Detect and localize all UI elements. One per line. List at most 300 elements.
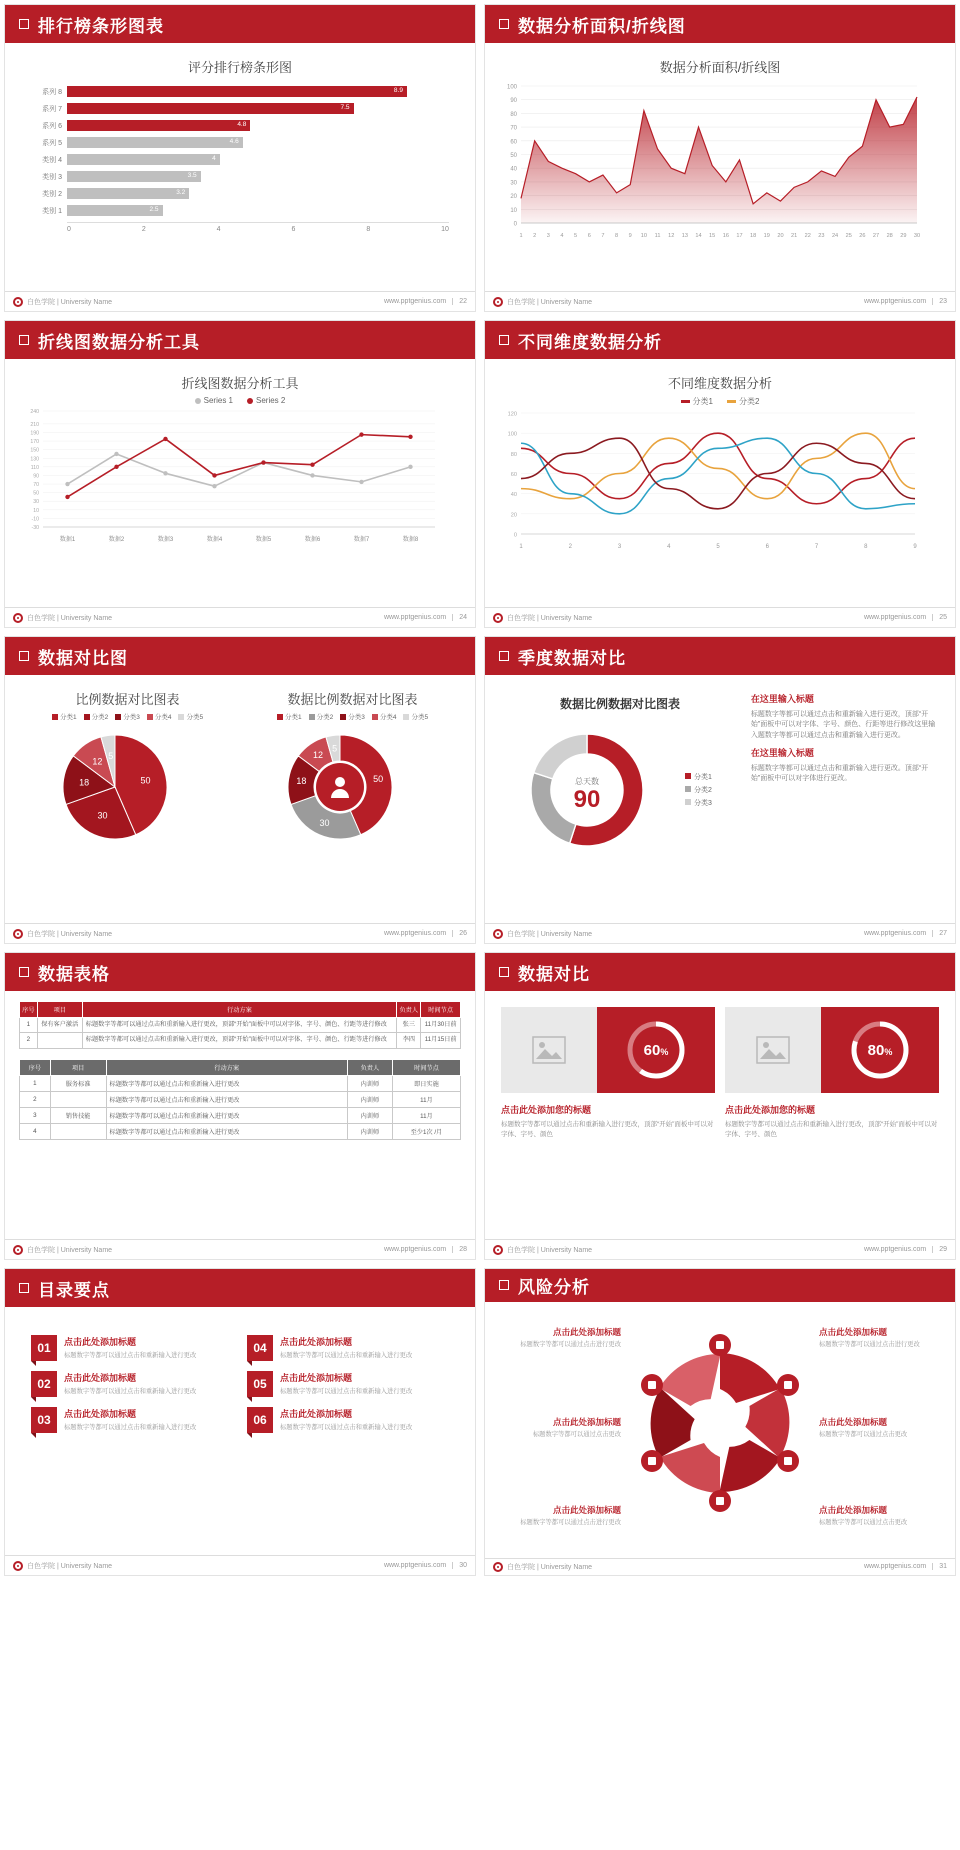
svg-text:50: 50 <box>373 774 384 785</box>
table-header-cell: 行动方案 <box>106 1059 347 1075</box>
donut-legend <box>685 772 712 811</box>
axis-tick: 8 <box>366 226 371 233</box>
image-placeholder-icon <box>725 1007 821 1093</box>
bar-track <box>67 120 449 131</box>
slide-title: 风险分析 <box>518 1277 590 1297</box>
slide-header <box>485 1269 955 1302</box>
table-cell: 内训师 <box>347 1091 392 1107</box>
slide-risk <box>484 1268 956 1576</box>
svg-text:18: 18 <box>79 777 90 788</box>
bar-row <box>25 186 449 201</box>
footer-site: www.pptgenius.com <box>383 930 447 937</box>
svg-text:28: 28 <box>886 233 893 239</box>
bar-fill <box>67 86 407 97</box>
page-number: 24 <box>452 614 467 621</box>
compare-card <box>725 1007 939 1093</box>
bar-value: 2.5 <box>149 206 159 213</box>
catalog-title: 点击此处添加标题 <box>64 1373 137 1383</box>
table-cell: 2 <box>20 1091 51 1107</box>
catalog-item[interactable] <box>31 1335 233 1361</box>
pie-panel-left <box>15 681 240 923</box>
percent-value: 60 <box>643 1042 661 1059</box>
svg-text:50: 50 <box>510 153 517 159</box>
square-icon <box>499 967 509 977</box>
page-number: 30 <box>452 1562 467 1569</box>
bar-label: 系列 5 <box>42 139 62 147</box>
risk-title: 点击此处添加标题 <box>819 1504 888 1515</box>
risk-body: 标题数字等都可以通过点击进行更改 <box>819 1341 920 1349</box>
svg-text:14: 14 <box>695 233 702 239</box>
catalog-item[interactable] <box>247 1407 449 1433</box>
bar-row <box>25 169 449 184</box>
slide-header <box>5 5 475 43</box>
catalog-item[interactable] <box>247 1371 449 1397</box>
page-number: 29 <box>932 1246 947 1253</box>
risk-title: 点击此处添加标题 <box>552 1326 621 1337</box>
svg-text:0: 0 <box>513 532 517 539</box>
legend-item: 分类3 <box>340 712 365 721</box>
line-chart <box>15 407 465 547</box>
legend-item: 分类1 <box>52 712 77 721</box>
table-cell: 内训师 <box>347 1075 392 1091</box>
footer-org: 白色学院 | University Name <box>507 614 593 622</box>
slide-multi-dim <box>484 320 956 628</box>
legend-item-cat2: 分类2 <box>727 396 759 407</box>
bar-row <box>25 203 449 218</box>
square-icon <box>19 19 29 29</box>
footer-org: 白色学院 | University Name <box>507 930 593 938</box>
logo-icon <box>13 297 23 307</box>
svg-text:23: 23 <box>818 233 825 239</box>
chart-title: 数据比例数据对比图表 <box>287 692 418 707</box>
table-header-cell: 序号 <box>20 1002 38 1018</box>
axis-tick: 4 <box>216 226 221 233</box>
table-row <box>20 1033 461 1048</box>
svg-text:数据6: 数据6 <box>304 537 321 543</box>
slide-catalog <box>4 1268 476 1576</box>
logo-icon <box>13 1245 23 1255</box>
slide-body <box>485 43 955 291</box>
svg-text:数据4: 数据4 <box>206 537 223 543</box>
footer-site: www.pptgenius.com <box>383 1246 447 1253</box>
table-cell: 1 <box>20 1018 38 1033</box>
risk-item <box>819 1416 939 1440</box>
svg-text:24: 24 <box>831 233 839 239</box>
bar-fill <box>67 188 189 199</box>
table-cell: 11月30日前 <box>421 1018 461 1033</box>
svg-text:12: 12 <box>312 749 323 760</box>
chart-title: 比例数据对比图表 <box>75 692 180 707</box>
catalog-title: 点击此处添加标题 <box>280 1373 353 1383</box>
catalog-body: 标题数字等都可以通过点击和重新输入进行更改 <box>64 1352 197 1359</box>
percent-suffix: % <box>660 1047 669 1057</box>
risk-body: 标题数字等都可以通过点击进行更改 <box>520 1341 621 1349</box>
page-number: 23 <box>932 298 947 305</box>
compare-title: 点击此处添加您的标题 <box>501 1105 592 1115</box>
pie-panel-right <box>240 681 465 923</box>
bar-track <box>67 103 449 114</box>
table-cell: 至少1次 /月 <box>392 1123 460 1139</box>
slide-data-contrast <box>484 952 956 1260</box>
risk-body: 标题数字等都可以通过点击进行更改 <box>520 1519 621 1527</box>
svg-text:27: 27 <box>872 233 880 239</box>
table-cell: 标题数字等都可以通过点击和重新输入进行更改 <box>106 1123 347 1139</box>
slide-title: 排行榜条形图表 <box>38 16 164 36</box>
catalog-title: 点击此处添加标题 <box>64 1409 137 1419</box>
footer-site: www.pptgenius.com <box>383 298 447 305</box>
bar-fill <box>67 171 201 182</box>
data-table-1 <box>19 1001 461 1049</box>
svg-text:总天数: 总天数 <box>575 777 599 786</box>
svg-text:40: 40 <box>510 492 517 499</box>
table-cell: 标题数字等都可以通过点击和重新输入进行更改，顶部“开始”面板中可以对字体、字号、颜色、行距等进行修改 <box>82 1018 396 1033</box>
table-cell: 内训师 <box>347 1107 392 1123</box>
slide-title: 目录要点 <box>38 1280 110 1300</box>
slide-title: 不同维度数据分析 <box>518 332 662 352</box>
bar-label: 系列 6 <box>42 122 62 130</box>
chart-legend <box>495 396 945 407</box>
table-header-cell: 项目 <box>50 1059 106 1075</box>
slide-footer <box>485 923 955 943</box>
slide-footer <box>5 1555 475 1575</box>
footer-org: 白色学院 | University Name <box>507 1246 593 1254</box>
catalog-grid <box>15 1313 465 1433</box>
svg-text:110: 110 <box>30 464 39 471</box>
bar-value: 8.9 <box>393 87 403 94</box>
risk-body: 标题数字等都可以通过点击更改 <box>819 1519 908 1527</box>
svg-text:6: 6 <box>587 233 591 239</box>
svg-text:6: 6 <box>765 544 769 550</box>
page-number: 22 <box>452 298 467 305</box>
compare-card <box>501 1007 715 1093</box>
slide-title: 数据对比 <box>518 964 590 984</box>
risk-title: 点击此处添加标题 <box>552 1416 621 1427</box>
logo-icon <box>13 613 23 623</box>
svg-text:29: 29 <box>900 233 907 239</box>
svg-text:90: 90 <box>33 473 39 480</box>
slide-body <box>485 991 955 1239</box>
footer-site: www.pptgenius.com <box>863 1246 927 1253</box>
catalog-body: 标题数字等都可以通过点击和重新输入进行更改 <box>64 1424 197 1431</box>
svg-text:5: 5 <box>574 233 578 239</box>
slide-body <box>485 359 955 607</box>
footer-site: www.pptgenius.com <box>863 614 927 621</box>
bar-value: 7.5 <box>340 104 350 111</box>
table-cell: 标题数字等都可以通过点击和重新输入进行更改 <box>106 1075 347 1091</box>
svg-text:5: 5 <box>108 751 114 762</box>
slide-header <box>5 321 475 359</box>
axis-tick: 2 <box>141 226 146 233</box>
svg-text:8: 8 <box>864 544 868 550</box>
chart-legend <box>15 396 465 405</box>
table-cell: 标题数字等都可以通过点击和重新输入进行更改，顶部“开始”面板中可以对字体、字号、颜色、行距等进行修改 <box>82 1033 396 1048</box>
area-chart-svg <box>495 80 925 245</box>
donut-chart <box>240 725 465 855</box>
svg-text:22: 22 <box>804 233 811 239</box>
footer-org: 白色学院 | University Name <box>507 1563 593 1571</box>
bar-fill <box>67 154 220 165</box>
svg-text:130: 130 <box>30 456 39 463</box>
pie-chart <box>15 725 240 855</box>
bar-fill <box>67 120 250 131</box>
svg-text:30: 30 <box>319 817 330 828</box>
svg-text:190: 190 <box>30 430 39 437</box>
legend-item: 分类2 <box>685 785 712 795</box>
slide-footer <box>5 923 475 943</box>
slide-quarter-compare <box>484 636 956 944</box>
svg-text:17: 17 <box>736 233 743 239</box>
svg-text:7: 7 <box>814 544 819 550</box>
donut-svg <box>240 725 440 855</box>
table-cell: 服务标准 <box>50 1075 106 1091</box>
svg-text:数据8: 数据8 <box>402 537 419 543</box>
legend-item: 分类1 <box>685 772 712 782</box>
svg-text:26: 26 <box>859 233 866 239</box>
svg-text:5: 5 <box>332 743 338 754</box>
table-cell: 4 <box>20 1123 51 1139</box>
svg-text:1: 1 <box>519 544 523 550</box>
svg-text:9: 9 <box>913 544 917 550</box>
svg-text:数据2: 数据2 <box>108 537 125 543</box>
line-chart-svg <box>15 407 445 547</box>
footer-org: 白色学院 | University Name <box>27 930 113 938</box>
chart-title: 不同维度数据分析 <box>667 376 772 391</box>
percent-ring <box>597 1007 715 1093</box>
catalog-item[interactable] <box>31 1407 233 1433</box>
svg-text:7: 7 <box>601 233 605 239</box>
table-cell: 内训师 <box>347 1123 392 1139</box>
data-table-2 <box>19 1059 461 1140</box>
legend-item: 分类1 <box>277 712 302 721</box>
svg-text:-10: -10 <box>31 516 39 523</box>
bar-row <box>25 135 449 150</box>
slide-header <box>5 1269 475 1307</box>
svg-text:30: 30 <box>913 233 921 239</box>
slide-footer <box>485 1239 955 1259</box>
svg-text:19: 19 <box>763 233 770 239</box>
svg-text:12: 12 <box>92 756 103 767</box>
slide-header <box>485 953 955 991</box>
table-cell <box>50 1091 106 1107</box>
catalog-body: 标题数字等都可以通过点击和重新输入进行更改 <box>280 1424 413 1431</box>
slide-header <box>485 321 955 359</box>
slide-footer <box>5 291 475 311</box>
square-icon <box>19 1283 29 1293</box>
catalog-item[interactable] <box>31 1371 233 1397</box>
svg-text:60% <box>644 1042 669 1059</box>
square-icon <box>499 19 509 29</box>
page-number: 25 <box>932 614 947 621</box>
text-body: 标题数字等都可以通过点击和重新输入进行更改，顶部“开始”面板中可以对字体、字号、颜色、行距等进行修改这里输入题数字等都可以通过点击和重新输入进行更改。 <box>750 710 936 739</box>
legend-item-series2: Series 2 <box>247 396 285 405</box>
legend-item: 分类3 <box>115 712 140 721</box>
logo-icon <box>13 1561 23 1571</box>
catalog-number: 02 <box>31 1371 57 1397</box>
bar-row <box>25 101 449 116</box>
slide-footer <box>485 607 955 627</box>
svg-text:30: 30 <box>97 810 108 821</box>
bar-row <box>25 84 449 99</box>
slide-header <box>485 637 955 675</box>
svg-text:数据1: 数据1 <box>59 537 76 543</box>
table-row <box>20 1091 461 1107</box>
catalog-body: 标题数字等都可以通过点击和重新输入进行更改 <box>280 1388 413 1395</box>
svg-text:25: 25 <box>845 233 852 239</box>
bar-chart <box>15 80 465 233</box>
footer-org: 白色学院 | University Name <box>507 298 593 306</box>
svg-text:20: 20 <box>777 233 784 239</box>
table-header-cell: 行动方案 <box>82 1002 396 1018</box>
table-row <box>20 1107 461 1123</box>
slide-body <box>485 1302 955 1558</box>
svg-text:数据7: 数据7 <box>353 537 370 543</box>
risk-body: 标题数字等都可以通过点击更改 <box>532 1431 621 1439</box>
catalog-number: 05 <box>247 1371 273 1397</box>
slide-title: 数据对比图 <box>38 648 128 668</box>
slide-header <box>5 953 475 991</box>
table-header-cell: 序号 <box>20 1059 51 1075</box>
catalog-body: 标题数字等都可以通过点击和重新输入进行更改 <box>64 1388 197 1395</box>
svg-text:40: 40 <box>510 166 517 173</box>
svg-text:12: 12 <box>668 233 675 239</box>
svg-text:9: 9 <box>628 233 632 239</box>
bar-value: 3.5 <box>187 172 197 179</box>
catalog-title: 点击此处添加标题 <box>280 1337 353 1347</box>
bar-value: 4 <box>212 155 216 162</box>
pie-legend <box>15 712 240 721</box>
svg-text:21: 21 <box>790 233 798 239</box>
square-icon <box>19 967 29 977</box>
risk-body: 标题数字等都可以通过点击更改 <box>819 1431 908 1439</box>
chart-title: 数据比例数据对比图表 <box>559 697 680 711</box>
svg-text:50: 50 <box>33 490 39 497</box>
catalog-item[interactable] <box>247 1335 449 1361</box>
footer-site: www.pptgenius.com <box>383 1562 447 1569</box>
table-cell: 标题数字等都可以通过点击和重新输入进行更改 <box>106 1107 347 1123</box>
bar-label: 类别 2 <box>42 190 62 198</box>
catalog-body: 标题数字等都可以通过点击和重新输入进行更改 <box>280 1352 413 1359</box>
bar-label: 系列 8 <box>42 88 62 96</box>
table-row <box>20 1123 461 1139</box>
square-icon <box>19 335 29 345</box>
svg-text:90: 90 <box>573 786 601 813</box>
svg-text:10: 10 <box>510 207 517 214</box>
svg-text:30: 30 <box>510 180 517 187</box>
bar-track <box>67 137 449 148</box>
catalog-number: 03 <box>31 1407 57 1433</box>
table-cell <box>37 1033 82 1048</box>
slide-body <box>5 675 475 923</box>
bar-track <box>67 205 449 216</box>
bar-track <box>67 154 449 165</box>
svg-text:8: 8 <box>615 233 619 239</box>
svg-text:80: 80 <box>510 451 517 458</box>
risk-item <box>501 1416 621 1440</box>
bar-track <box>67 86 449 97</box>
slide-footer <box>485 291 955 311</box>
slide-data-tables <box>4 952 476 1260</box>
percent-value: 80 <box>867 1042 885 1059</box>
table-cell: 11月 <box>392 1107 460 1123</box>
logo-icon <box>493 297 503 307</box>
square-icon <box>499 1280 509 1290</box>
legend-item-series1: Series 1 <box>195 396 233 405</box>
svg-text:210: 210 <box>30 421 39 428</box>
pie-svg <box>15 725 215 855</box>
risk-item <box>501 1504 621 1528</box>
svg-text:90: 90 <box>510 98 517 105</box>
svg-text:1: 1 <box>519 233 523 239</box>
table-cell: 1 <box>20 1075 51 1091</box>
catalog-number: 04 <box>247 1335 273 1361</box>
legend-item: 分类5 <box>403 712 428 721</box>
svg-text:4: 4 <box>667 544 671 550</box>
logo-icon <box>493 929 503 939</box>
slide-data-compare-pies <box>4 636 476 944</box>
bar-value: 4.8 <box>237 121 247 128</box>
svg-text:数据3: 数据3 <box>157 537 174 543</box>
table-header-cell: 项目 <box>37 1002 82 1018</box>
bar-value: 4.6 <box>229 138 239 145</box>
bar-label: 类别 4 <box>42 156 62 164</box>
risk-item <box>819 1504 939 1528</box>
table-header-cell: 负责人 <box>397 1002 421 1018</box>
svg-text:80: 80 <box>510 111 517 118</box>
svg-text:11: 11 <box>654 233 661 239</box>
chart-title: 数据分析面积/折线图 <box>659 60 781 75</box>
bar-track <box>67 171 449 182</box>
table-header-cell: 负责人 <box>347 1059 392 1075</box>
svg-text:10: 10 <box>640 233 648 239</box>
bar-value: 3.2 <box>176 189 186 196</box>
percent-ring <box>821 1007 939 1093</box>
multi-line-chart <box>495 409 945 554</box>
legend-item: 分类5 <box>178 712 203 721</box>
svg-text:100: 100 <box>506 84 517 91</box>
svg-text:2: 2 <box>568 544 572 550</box>
table-cell: 11月15日前 <box>421 1033 461 1048</box>
table-row <box>20 1075 461 1091</box>
legend-item: 分类3 <box>685 798 712 808</box>
quarter-donut-svg <box>499 716 679 866</box>
svg-text:16: 16 <box>722 233 729 239</box>
svg-text:170: 170 <box>30 439 39 446</box>
catalog-title: 点击此处添加标题 <box>64 1337 137 1347</box>
svg-text:3: 3 <box>617 544 622 550</box>
page-number: 27 <box>932 930 947 937</box>
svg-text:0: 0 <box>513 221 517 228</box>
risk-title: 点击此处添加标题 <box>552 1504 621 1515</box>
percent-suffix: % <box>884 1047 893 1057</box>
table-cell <box>50 1123 106 1139</box>
logo-icon <box>13 929 23 939</box>
pinwheel-icon <box>625 1328 815 1518</box>
table-cell: 2 <box>20 1033 38 1048</box>
bar-row <box>25 118 449 133</box>
svg-text:70: 70 <box>33 482 39 489</box>
bar-fill <box>67 137 243 148</box>
text-body: 标题数字等都可以通过点击和重新输入进行更改。顶部“开始”面板中可以对字体进行更改。 <box>750 764 929 782</box>
bar-row <box>25 152 449 167</box>
table-cell: 3 <box>20 1107 51 1123</box>
square-icon <box>19 651 29 661</box>
chart-title: 评分排行榜条形图 <box>187 60 292 75</box>
legend-item: 分类2 <box>84 712 109 721</box>
slide-title: 折线图数据分析工具 <box>38 332 200 352</box>
slide-title: 季度数据对比 <box>518 648 626 668</box>
svg-text:150: 150 <box>30 447 39 454</box>
axis-tick: 6 <box>291 226 296 233</box>
